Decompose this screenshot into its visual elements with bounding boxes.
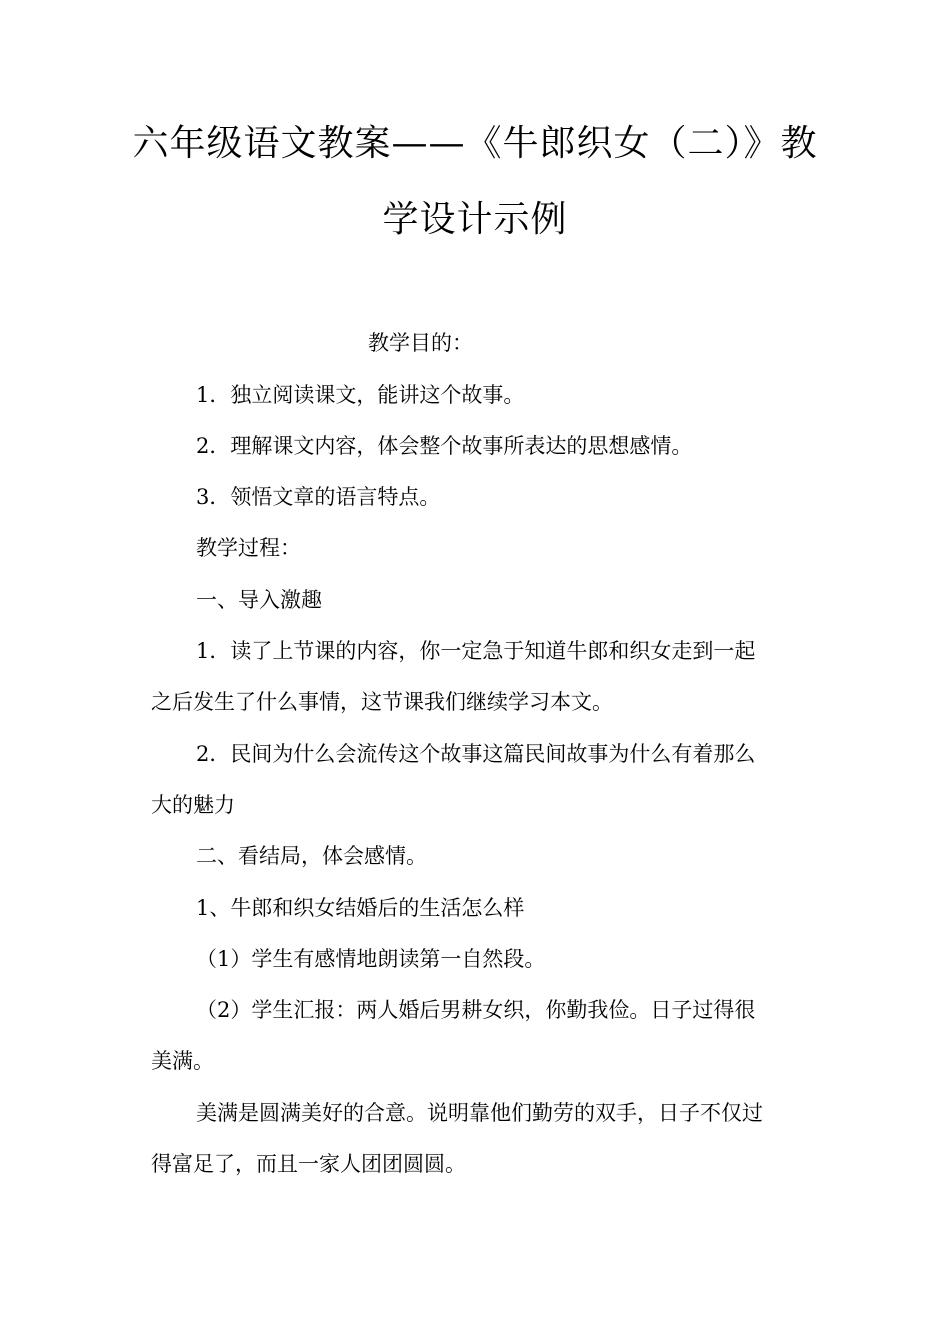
section-2-step-2-line-1: （2）学生汇报：两人婚后男耕女织，你勤我俭。日子过得很 (196, 998, 756, 1022)
section-2-step-2-line-2: 美满。 (151, 1049, 214, 1073)
section-1-paragraph-1-line-1: 1．读了上节课的内容，你一定急于知道牛郎和织女走到一起 (196, 639, 756, 663)
section-2-paragraph-line-2: 得富足了，而且一家人团团圆圆。 (151, 1152, 466, 1176)
section-2-heading: 二、看结局，体会感情。 (196, 844, 427, 868)
objective-item-3: 3．领悟文章的语言特点。 (196, 485, 441, 509)
objective-item-2: 2．理解课文内容，体会整个故事所表达的思想感情。 (196, 434, 693, 458)
section-1-paragraph-2-line-1: 2．民间为什么会流传这个故事这篇民间故事为什么有着那么 (196, 742, 756, 766)
document-title-line-2: 学设计示例 (382, 199, 568, 240)
section-1-paragraph-2-line-2: 大的魅力 (151, 793, 235, 817)
section-2-paragraph-line-1: 美满是圆满美好的合意。说明靠他们勤劳的双手，日子不仅过 (196, 1101, 763, 1125)
objective-item-1: 1．独立阅读课文，能讲这个故事。 (196, 383, 525, 407)
section-2-step-1: （1）学生有感情地朗读第一自然段。 (196, 947, 546, 971)
section-2-question-1: 1、牛郎和织女结婚后的生活怎么样 (196, 896, 525, 920)
document-title-line-1: 六年级语文教案——《牛郎织女（二）》教 (132, 123, 818, 164)
process-heading: 教学过程： (196, 536, 301, 560)
section-1-paragraph-1-line-2: 之后发生了什么事情，这节课我们继续学习本文。 (151, 690, 613, 714)
section-1-heading: 一、导入激趣 (196, 588, 322, 612)
objectives-heading: 教学目的： (368, 331, 473, 355)
